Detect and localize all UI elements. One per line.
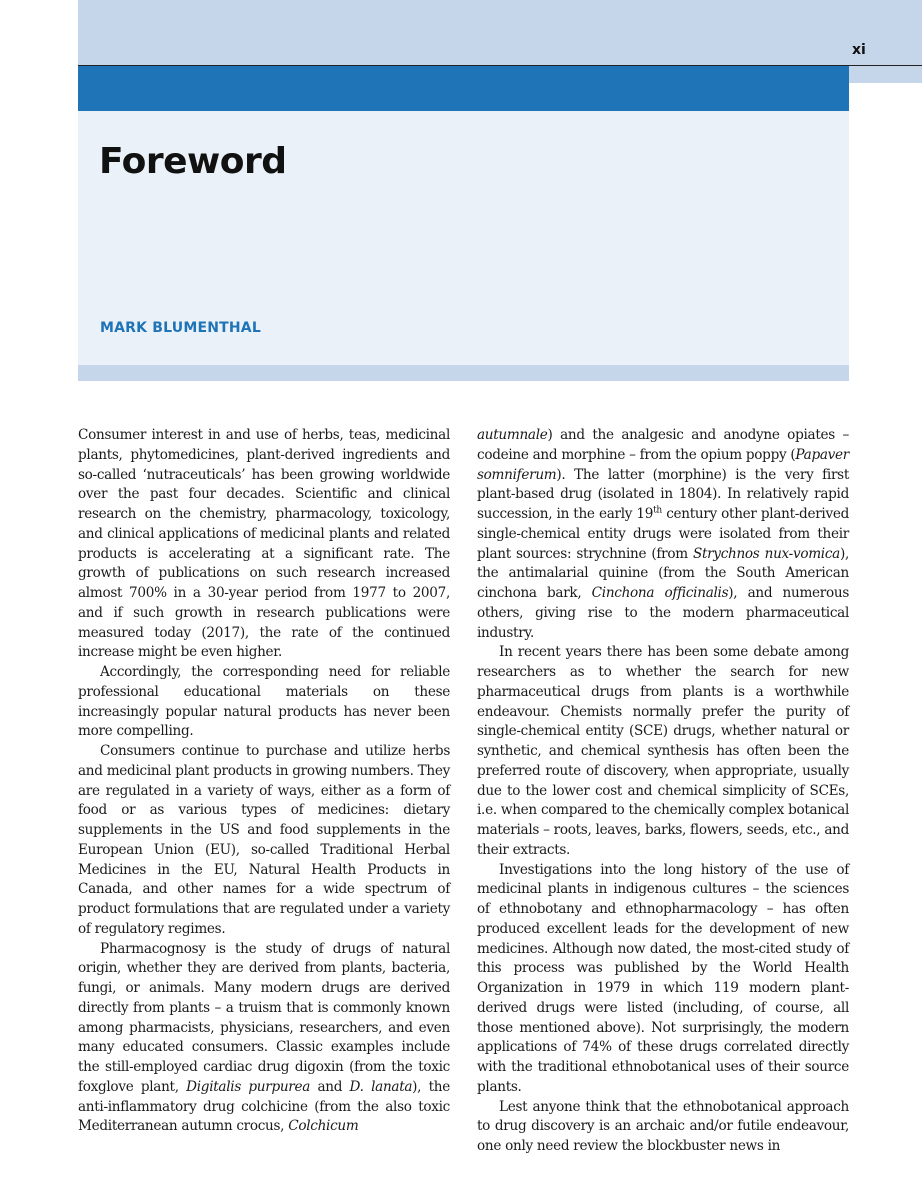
chapter-title: Foreword [99,141,287,182]
paragraph: In recent years there has been some debate among researchers as to whether the search for new pharmaceutical drugs from plants is a worthwhile endeavour. Chemists normally prefer the purity of single-chemical entity (SCE) drugs, whether natural or synthetic, and chemical synthesis has often been the preferred route of discovery, when appropriate, usually due to the lower cost and chemical simplicity of SCEs, i.e. when compared to the chemically complex botanical materials – roots, leaves, barks, flowers, seeds, etc., and their extracts. [477,644,849,858]
title-panel-footer-band [78,365,849,381]
header-band-top [78,0,849,66]
header-band-accent [78,66,849,111]
paragraph: Accordingly, the corresponding need for reliable professional educational materials on these increasingly popular natural products has never been more compelling. [78,664,450,740]
paragraph: Consumers continue to purchase and utilize herbs and medicinal plant products in growing numbers. They are regulated in a variety of ways, either as a form of food or as various types of medicines: dietary supplements in the US and food supplements in the European Union (EU), so-called Traditional Herbal Medicines in the EU, Natural Health Products in Canada, and other names for a wide spectrum of product formulations that are regulated under a variety of regulatory regimes. [78,743,450,937]
paragraph: Investigations into the long history of the use of medicinal plants in indigenous cultures – the sciences of ethnobotany and ethnopharmacology – has often produced excellent leads for the development of new medicines. Although now dated, the most-cited study of this process was published by the World Health Organization in 1979 in which 119 modern plant-derived drugs were listed (including, of course, all those mentioned above). Not surprisingly, the modern applications of 74% of these drugs correlated directly with the traditional ethnobotanical uses of their source plants. [477,861,849,1095]
paragraph: Lest anyone think that the ethnobotanical approach to drug discovery is an archaic and/or futile endeavour, one only need review the blockbuster news in [477,1098,849,1154]
paragraph: Consumer interest in and use of herbs, teas, medicinal plants, phytomedicines, plant-derived ingredients and so-called ‘nutraceuticals’ has been growing worldwide over the past four decades. Scientific and clinical research on the chemistry, pharmacology, toxicology, and clinical applications of medicinal plants and related products is accelerating at a significant rate. The growth of publications on such research increased almost 700% in a 30-year period from 1977 to 2007, and if such growth in research publications were measured today (2017), the rate of the continued increase might be even higher. [78,427,450,661]
paragraph: autumnale) and the analgesic and anodyne opiates – codeine and morphine – from the opium poppy (Papaver somniferum). The latter (morphine) is the very first plant-based drug (isolated in 1804). In relatively rapid succession, in the early 19th century other plant-derived single-chemical entity drugs were isolated from their plant sources: strychnine (from Strychnos nux-vomica), the antimalarial quinine (from the South American cinchona bark, Cinchona officinalis), and numerous others, giving rise to the modern pharmaceutical industry. [477,427,849,641]
body-column-right [477,426,849,1157]
author-name: MARK BLUMENTHAL [100,320,261,336]
page-number: xi [852,42,866,58]
paragraph: Pharmacognosy is the study of drugs of natural origin, whether they are derived from plants, bacteria, fungi, or animals. Many modern drugs are derived directly from plants – a truism that is commonly known among pharmacists, physicians, researchers, and even many educated consumers. Classic examples include the still-employed cardiac drug digoxin (from the toxic foxglove plant, Digitalis purpurea and D. lanata), the anti-inflammatory drug colchicine (from the also toxic Mediterranean autumn crocus, Colchicum [78,940,450,1135]
body-column-left [78,426,450,1137]
